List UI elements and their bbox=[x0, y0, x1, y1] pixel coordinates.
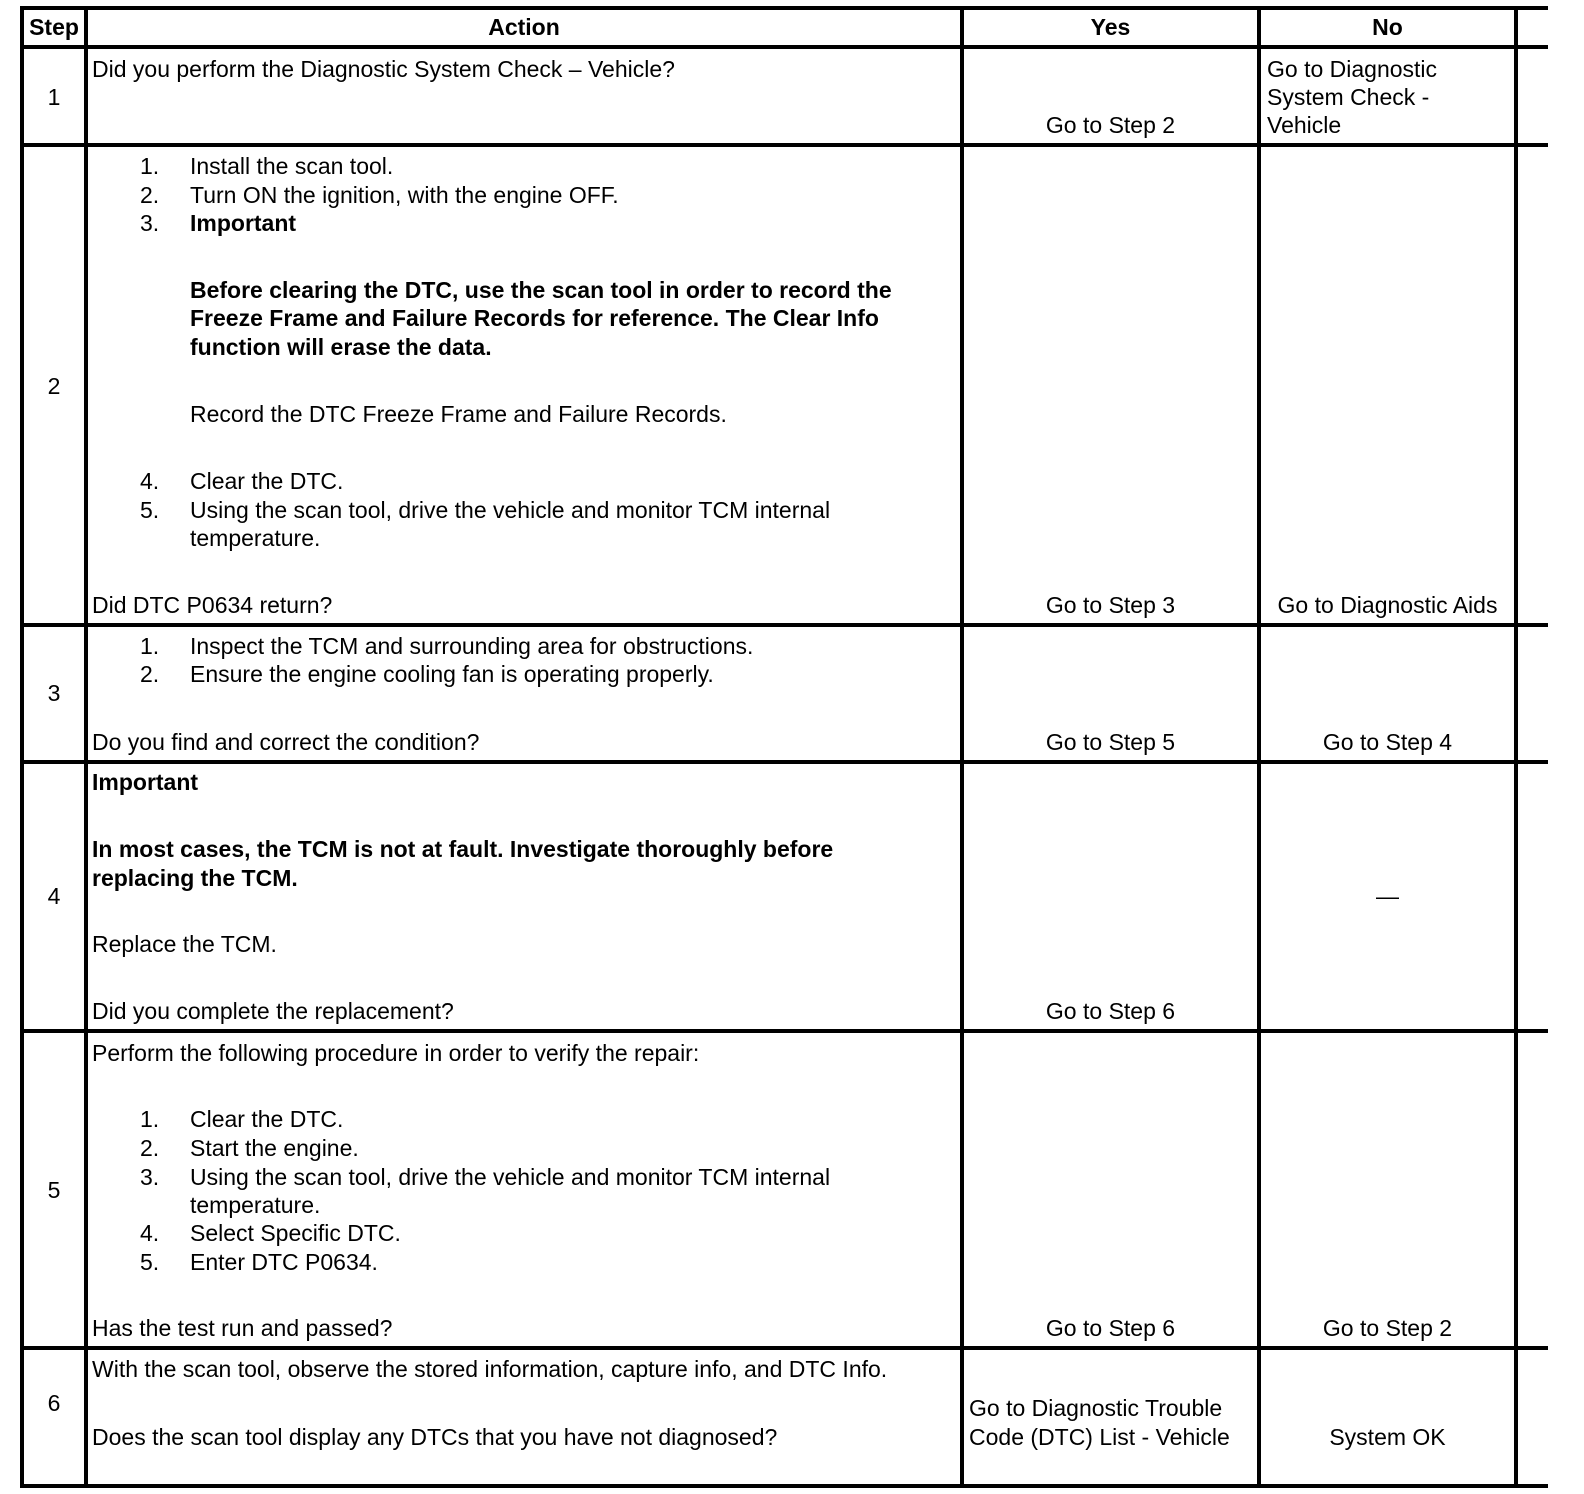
action-question: Did DTC P0634 return? bbox=[92, 592, 333, 618]
list-number: 2. bbox=[140, 1135, 160, 1161]
list-item: Clear the DTC. bbox=[190, 1106, 344, 1132]
important-note-line-3: function will erase the data. bbox=[190, 334, 492, 360]
step-number: 3 bbox=[47, 680, 61, 706]
action-instruction: Replace the TCM. bbox=[92, 931, 277, 957]
action-question: Has the test run and passed? bbox=[92, 1315, 393, 1341]
list-item: Inspect the TCM and surrounding area for obstructions. bbox=[190, 633, 754, 659]
record-instruction: Record the DTC Freeze Frame and Failure Records. bbox=[190, 401, 727, 427]
list-item: Using the scan tool, drive the vehicle and monitor TCM internal bbox=[190, 497, 831, 523]
row-divider-5 bbox=[20, 1346, 1548, 1350]
action-question: Do you find and correct the condition? bbox=[92, 729, 480, 755]
list-item: Turn ON the ignition, with the engine OFF. bbox=[190, 182, 619, 208]
list-item: Start the engine. bbox=[190, 1135, 359, 1161]
action-question: Did you complete the replacement? bbox=[92, 998, 454, 1024]
list-number: 4. bbox=[140, 468, 160, 494]
yes-result-line-2: Code (DTC) List - Vehicle bbox=[969, 1424, 1230, 1450]
no-result-line-3: Vehicle bbox=[1267, 112, 1342, 138]
list-number: 2. bbox=[140, 661, 160, 687]
row-divider-1 bbox=[20, 143, 1548, 147]
yes-result-line-1: Go to Diagnostic Trouble bbox=[969, 1395, 1223, 1421]
action-question: Did you perform the Diagnostic System Check – Vehicle? bbox=[92, 56, 675, 82]
important-label: Important bbox=[190, 210, 297, 236]
action-question: Does the scan tool display any DTCs that you have not diagnosed? bbox=[92, 1424, 778, 1450]
table-border-top bbox=[20, 6, 1548, 10]
table-border-bottom bbox=[20, 1484, 1548, 1488]
list-item: Enter DTC P0634. bbox=[190, 1249, 378, 1275]
row-divider-2 bbox=[20, 623, 1548, 627]
list-number: 1. bbox=[140, 633, 160, 659]
no-result: Go to Diagnostic Aids bbox=[1277, 592, 1498, 618]
yes-result: Go to Step 2 bbox=[1045, 112, 1176, 138]
no-result: Go to Step 4 bbox=[1322, 729, 1453, 755]
list-item: Select Specific DTC. bbox=[190, 1220, 401, 1246]
header-no: No bbox=[1372, 14, 1403, 40]
no-result: System OK bbox=[1329, 1424, 1446, 1450]
header-step: Step bbox=[29, 14, 79, 40]
column-divider-step bbox=[84, 6, 88, 1488]
step-number: 1 bbox=[47, 84, 61, 110]
step-number: 4 bbox=[47, 883, 61, 909]
yes-result: Go to Step 5 bbox=[1045, 729, 1176, 755]
list-number: 5. bbox=[140, 1249, 160, 1275]
list-item-continuation: temperature. bbox=[190, 1192, 321, 1218]
table-border-left bbox=[20, 6, 24, 1488]
list-number: 4. bbox=[140, 1220, 160, 1246]
important-note-line-1: Before clearing the DTC, use the scan tool in order to record the bbox=[190, 277, 892, 303]
step-number: 2 bbox=[47, 373, 61, 399]
list-number: 3. bbox=[140, 210, 160, 236]
important-note-line-1: In most cases, the TCM is not at fault. Investigate thoroughly before bbox=[92, 836, 834, 862]
yes-result: Go to Step 3 bbox=[1045, 592, 1176, 618]
header-action: Action bbox=[488, 14, 560, 40]
list-item: Install the scan tool. bbox=[190, 153, 394, 179]
list-item: Using the scan tool, drive the vehicle and monitor TCM internal bbox=[190, 1164, 831, 1190]
header-divider bbox=[20, 45, 1548, 49]
action-instruction: With the scan tool, observe the stored information, capture info, and DTC Info. bbox=[92, 1356, 888, 1382]
row-divider-3 bbox=[20, 760, 1548, 764]
step-number: 6 bbox=[47, 1390, 61, 1416]
list-item-continuation: temperature. bbox=[190, 525, 321, 551]
table-border-right bbox=[1514, 6, 1518, 1488]
no-result-line-2: System Check - bbox=[1267, 84, 1430, 110]
yes-result: Go to Step 6 bbox=[1045, 998, 1176, 1024]
no-result-line-1: Go to Diagnostic bbox=[1267, 56, 1438, 82]
step-number: 5 bbox=[47, 1177, 61, 1203]
list-item: Clear the DTC. bbox=[190, 468, 344, 494]
header-yes: Yes bbox=[1090, 14, 1131, 40]
important-note-line-2: Freeze Frame and Failure Records for reference. The Clear Info bbox=[190, 305, 879, 331]
no-result: Go to Step 2 bbox=[1322, 1315, 1453, 1341]
list-number: 2. bbox=[140, 182, 160, 208]
list-item: Ensure the engine cooling fan is operating properly. bbox=[190, 661, 714, 687]
list-number: 3. bbox=[140, 1164, 160, 1190]
important-label: Important bbox=[92, 769, 199, 795]
important-note-line-2: replacing the TCM. bbox=[92, 865, 298, 891]
action-intro: Perform the following procedure in order to verify the repair: bbox=[92, 1040, 700, 1066]
row-divider-4 bbox=[20, 1029, 1548, 1033]
list-number: 5. bbox=[140, 497, 160, 523]
list-number: 1. bbox=[140, 153, 160, 179]
yes-result: Go to Step 6 bbox=[1045, 1315, 1176, 1341]
list-number: 1. bbox=[140, 1106, 160, 1132]
no-result: — bbox=[1376, 883, 1399, 909]
